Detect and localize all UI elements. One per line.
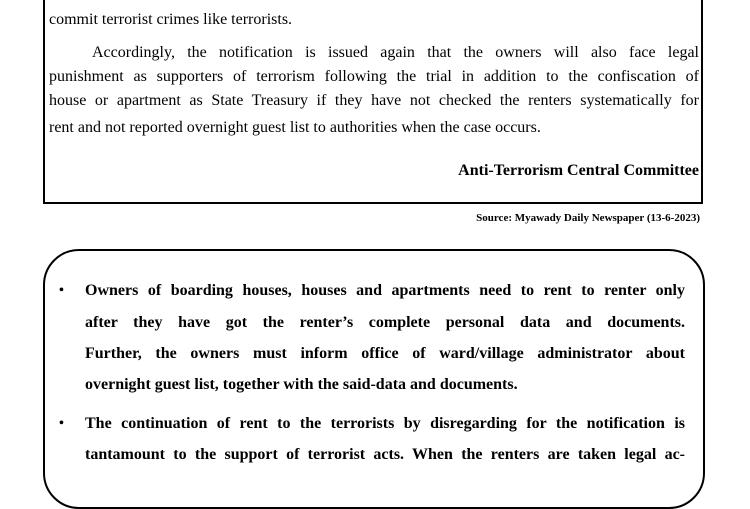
notice-signature: Anti-Terrorism Central Committee (458, 162, 699, 179)
source-citation: Source: Myawady Daily Newspaper (13-6-2023) (476, 212, 700, 224)
notice-line: commit terrorist crimes like terrorists. (49, 11, 293, 28)
notice-line: punishment as supporters of terrorism following the trial in addition to the confiscation of (49, 68, 699, 85)
bullet-icon: • (59, 283, 64, 298)
notice-line: rent and not reported overnight guest list to authorities when the case occurs. (49, 119, 541, 136)
bullet-line: overnight guest list, together with the said-data and documents. (85, 376, 518, 393)
bullet-line: Owners of boarding houses, houses and apartments need to rent to renter only (85, 282, 685, 299)
notice-line: house or apartment as State Treasury if they have not checked the renters systematically for (49, 92, 699, 109)
bullet-line: The continuation of rent to the terrorists by disregarding for the notification is (85, 415, 685, 432)
bullet-line: Further, the owners must inform office of ward/village administrator about (85, 345, 685, 362)
bullet-icon: • (59, 416, 64, 431)
bullet-line: tantamount to the support of terrorist acts. When the renters are taken legal ac- (85, 446, 685, 463)
bullet-line: after they have got the renter’s complete personal data and documents. (85, 314, 685, 331)
notice-line: Accordingly, the notification is issued again that the owners will also face legal (92, 44, 699, 61)
